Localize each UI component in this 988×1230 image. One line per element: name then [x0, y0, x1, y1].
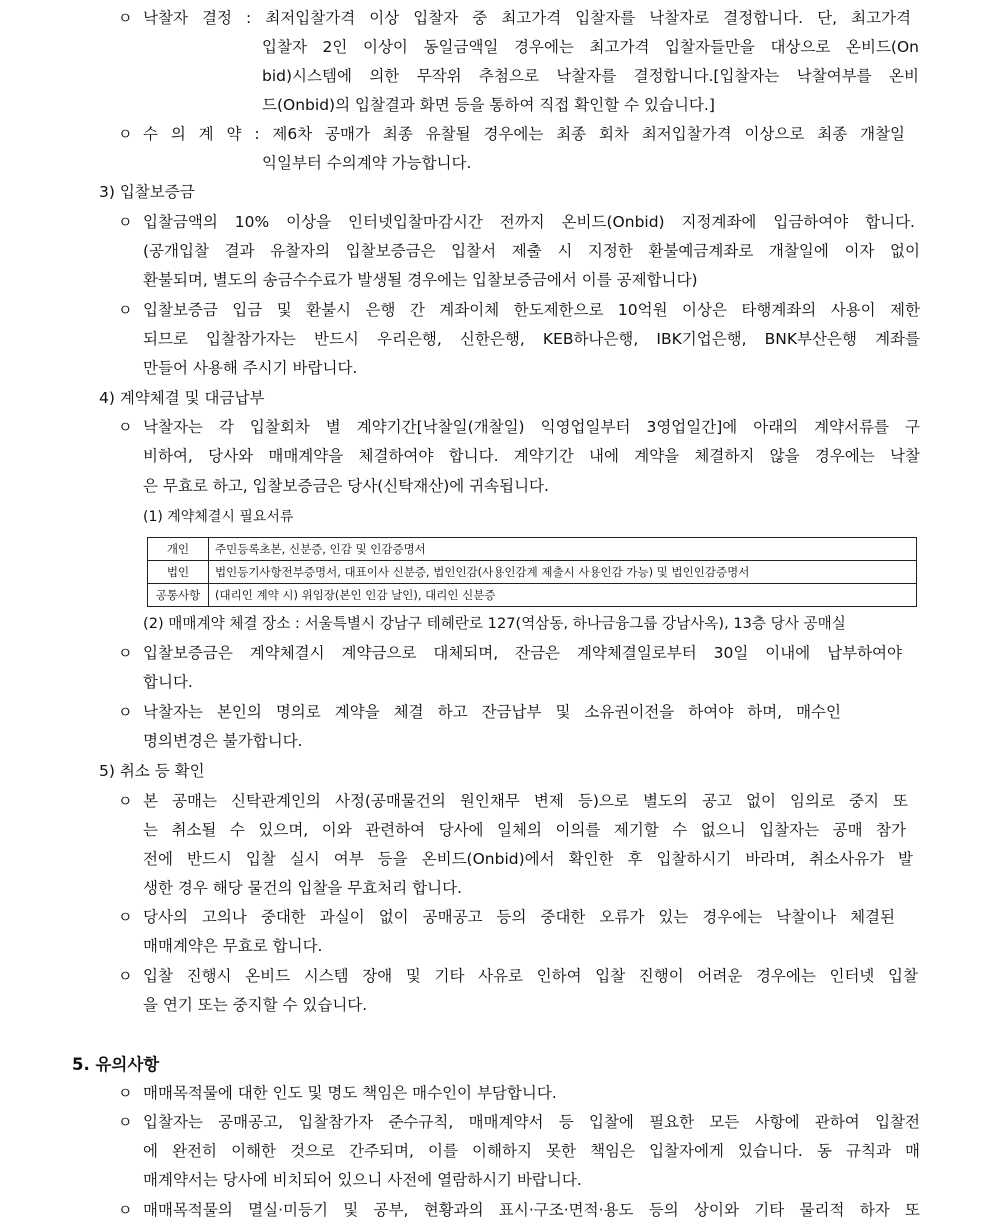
text-line: 합니다. [143, 673, 193, 691]
text-line: 매매목적물의 멸실·미등기 및 공부, 현황과의 표시·구조·면적·용도 등의 상이와 기타 물리적 하자 또 [143, 1201, 920, 1219]
section-heading: 3) 입찰보증금 [99, 183, 195, 201]
text-line: 매계약서는 당사에 비치되어 있으니 사전에 열람하시기 바랍니다. [143, 1171, 582, 1189]
required-documents-table [147, 537, 917, 607]
text-line: 드(Onbid)의 입찰결과 화면 등을 통하여 직접 확인할 수 있습니다.] [262, 96, 715, 114]
text-line: 환불되며, 별도의 송금수수료가 발생될 경우에는 입찰보증금에서 이를 공제합니다) [143, 271, 698, 289]
bullet-marker: ㅇ [118, 967, 133, 985]
text-line: 생한 경우 해당 물건의 입찰을 무효처리 합니다. [143, 879, 462, 897]
text-line: 낙찰자는 본인의 명의로 계약을 체결 하고 잔금납부 및 소유권이전을 하여야 하며, 매수인 [143, 703, 841, 721]
section-heading: 5) 취소 등 확인 [99, 762, 205, 780]
text-line: bid)시스템에 의한 무작위 추첨으로 낙찰자를 결정합니다.[입찰자는 낙찰여부를 온비 [262, 67, 919, 85]
text-line: 매매목적물에 대한 인도 및 명도 책임은 매수인이 부담합니다. [143, 1084, 557, 1102]
bullet-marker: ㅇ [118, 1084, 133, 1102]
bullet-marker: ㅇ [118, 213, 133, 231]
text-line: 입찰금액의 10% 이상을 인터넷입찰마감시간 전까지 온비드(Onbid) 지정계좌에 입금하여야 합니다. [143, 213, 915, 231]
table-row [148, 584, 917, 607]
text-line: 전에 반드시 입찰 실시 여부 등을 온비드(Onbid)에서 확인한 후 입찰하시기 바라며, 취소사유가 발 [143, 850, 913, 868]
text-line: 만들어 사용해 주시기 바랍니다. [143, 359, 358, 377]
text-line: 낙찰자는 각 입찰회차 별 계약기간[낙찰일(개찰일) 익영업일부터 3영업일간]에 아래의 계약서류를 구 [143, 418, 920, 436]
table-cell-docs: (대리인 계약 시) 위임장(본인 인감 날인), 대리인 신분증 [209, 584, 917, 607]
text-line: 입찰자 2인 이상이 동일금액일 경우에는 최고가격 입찰자들만을 대상으로 온비드(On [262, 38, 919, 56]
text-line: 낙찰자 결정 : 최저입찰가격 이상 입찰자 중 최고가격 입찰자를 낙찰자로 결정합니다. 단, 최고가격 [143, 9, 911, 27]
bullet-marker: ㅇ [118, 301, 133, 319]
text-line: 매매계약은 무효로 합니다. [143, 937, 323, 955]
text-line: 수 의 계 약 : 제6차 공매가 최종 유찰될 경우에는 최종 회차 최저입찰가격 이상으로 최종 개찰일 [143, 125, 905, 143]
text-line: 입찰자는 공매공고, 입찰참가자 준수규칙, 매매계약서 등 입찰에 필요한 모든 사항에 관하여 입찰전 [143, 1113, 920, 1131]
bullet-marker: ㅇ [118, 644, 133, 662]
text-line: 당사의 고의나 중대한 과실이 없이 공매공고 등의 중대한 오류가 있는 경우에는 낙찰이나 체결된 [143, 908, 895, 926]
text-line: 입찰보증금 입금 및 환불시 은행 간 계좌이체 한도제한으로 10억원 이상은 타행계좌의 사용이 제한 [143, 301, 920, 319]
bullet-marker: ㅇ [118, 703, 133, 721]
text-line: 에 완전히 이해한 것으로 간주되며, 이를 이해하지 못한 책임은 입찰자에게 있습니다. 동 규칙과 매 [143, 1142, 920, 1160]
section-heading: 4) 계약체결 및 대금납부 [99, 389, 265, 407]
table-cell-type: 개인 [148, 538, 209, 561]
text-line: (2) 매매계약 체결 장소 : 서울특별시 강남구 테헤란로 127(역삼동, 하나금융그룹 강남사옥), 13층 당사 공매실 [143, 615, 846, 632]
table-cell-docs: 법인등기사항전부증명서, 대표이사 신분증, 법인인감(사용인감계 제출시 사용인감 가능) 및 법인인감증명서 [209, 561, 917, 584]
table-cell-docs: 주민등록초본, 신분증, 인감 및 인감증명서 [209, 538, 917, 561]
table-cell-type: 법인 [148, 561, 209, 584]
table-row [148, 561, 917, 584]
text-line: 되므로 입찰참가자는 반드시 우리은행, 신한은행, KEB하나은행, IBK기업은행, BNK부산은행 계좌를 [143, 330, 920, 348]
section-title: 5. 유의사항 [72, 1055, 160, 1074]
table-cell-type: 공통사항 [148, 584, 209, 607]
bullet-marker: ㅇ [118, 908, 133, 926]
sub-heading: (1) 계약체결시 필요서류 [143, 509, 294, 525]
bullet-marker: ㅇ [118, 792, 133, 810]
text-line: 을 연기 또는 중지할 수 있습니다. [143, 996, 368, 1014]
table-row [148, 538, 917, 561]
text-line: 익일부터 수의계약 가능합니다. [262, 154, 472, 172]
text-line: 입찰보증금은 계약체결시 계약금으로 대체되며, 잔금은 계약체결일로부터 30일 이내에 납부하여야 [143, 644, 902, 662]
text-line: 명의변경은 불가합니다. [143, 732, 303, 750]
text-line: 비하여, 당사와 매매계약을 체결하여야 합니다. 계약기간 내에 계약을 체결하지 않을 경우에는 낙찰 [143, 447, 920, 465]
text-line: 는 취소될 수 있으며, 이와 관련하여 당사에 일체의 이의를 제기할 수 없으니 입찰자는 공매 참가 [143, 821, 906, 839]
bullet-marker: ㅇ [118, 125, 133, 143]
text-line: 본 공매는 신탁관계인의 사정(공매물건의 원인채무 변제 등)으로 별도의 공고 없이 임의로 중지 또 [143, 792, 908, 810]
bullet-marker: ㅇ [118, 418, 133, 436]
text-line: 은 무효로 하고, 입찰보증금은 당사(신탁재산)에 귀속됩니다. [143, 477, 549, 495]
bullet-marker: ㅇ [118, 9, 133, 27]
bullet-marker: ㅇ [118, 1201, 133, 1219]
text-line: (공개입찰 결과 유찰자의 입찰보증금은 입찰서 제출 시 지정한 환불예금계좌로 개찰일에 이자 없이 [143, 242, 920, 260]
bullet-marker: ㅇ [118, 1113, 133, 1131]
text-line: 입찰 진행시 온비드 시스템 장애 및 기타 사유로 인하여 입찰 진행이 어려운 경우에는 인터넷 입찰 [143, 967, 918, 985]
